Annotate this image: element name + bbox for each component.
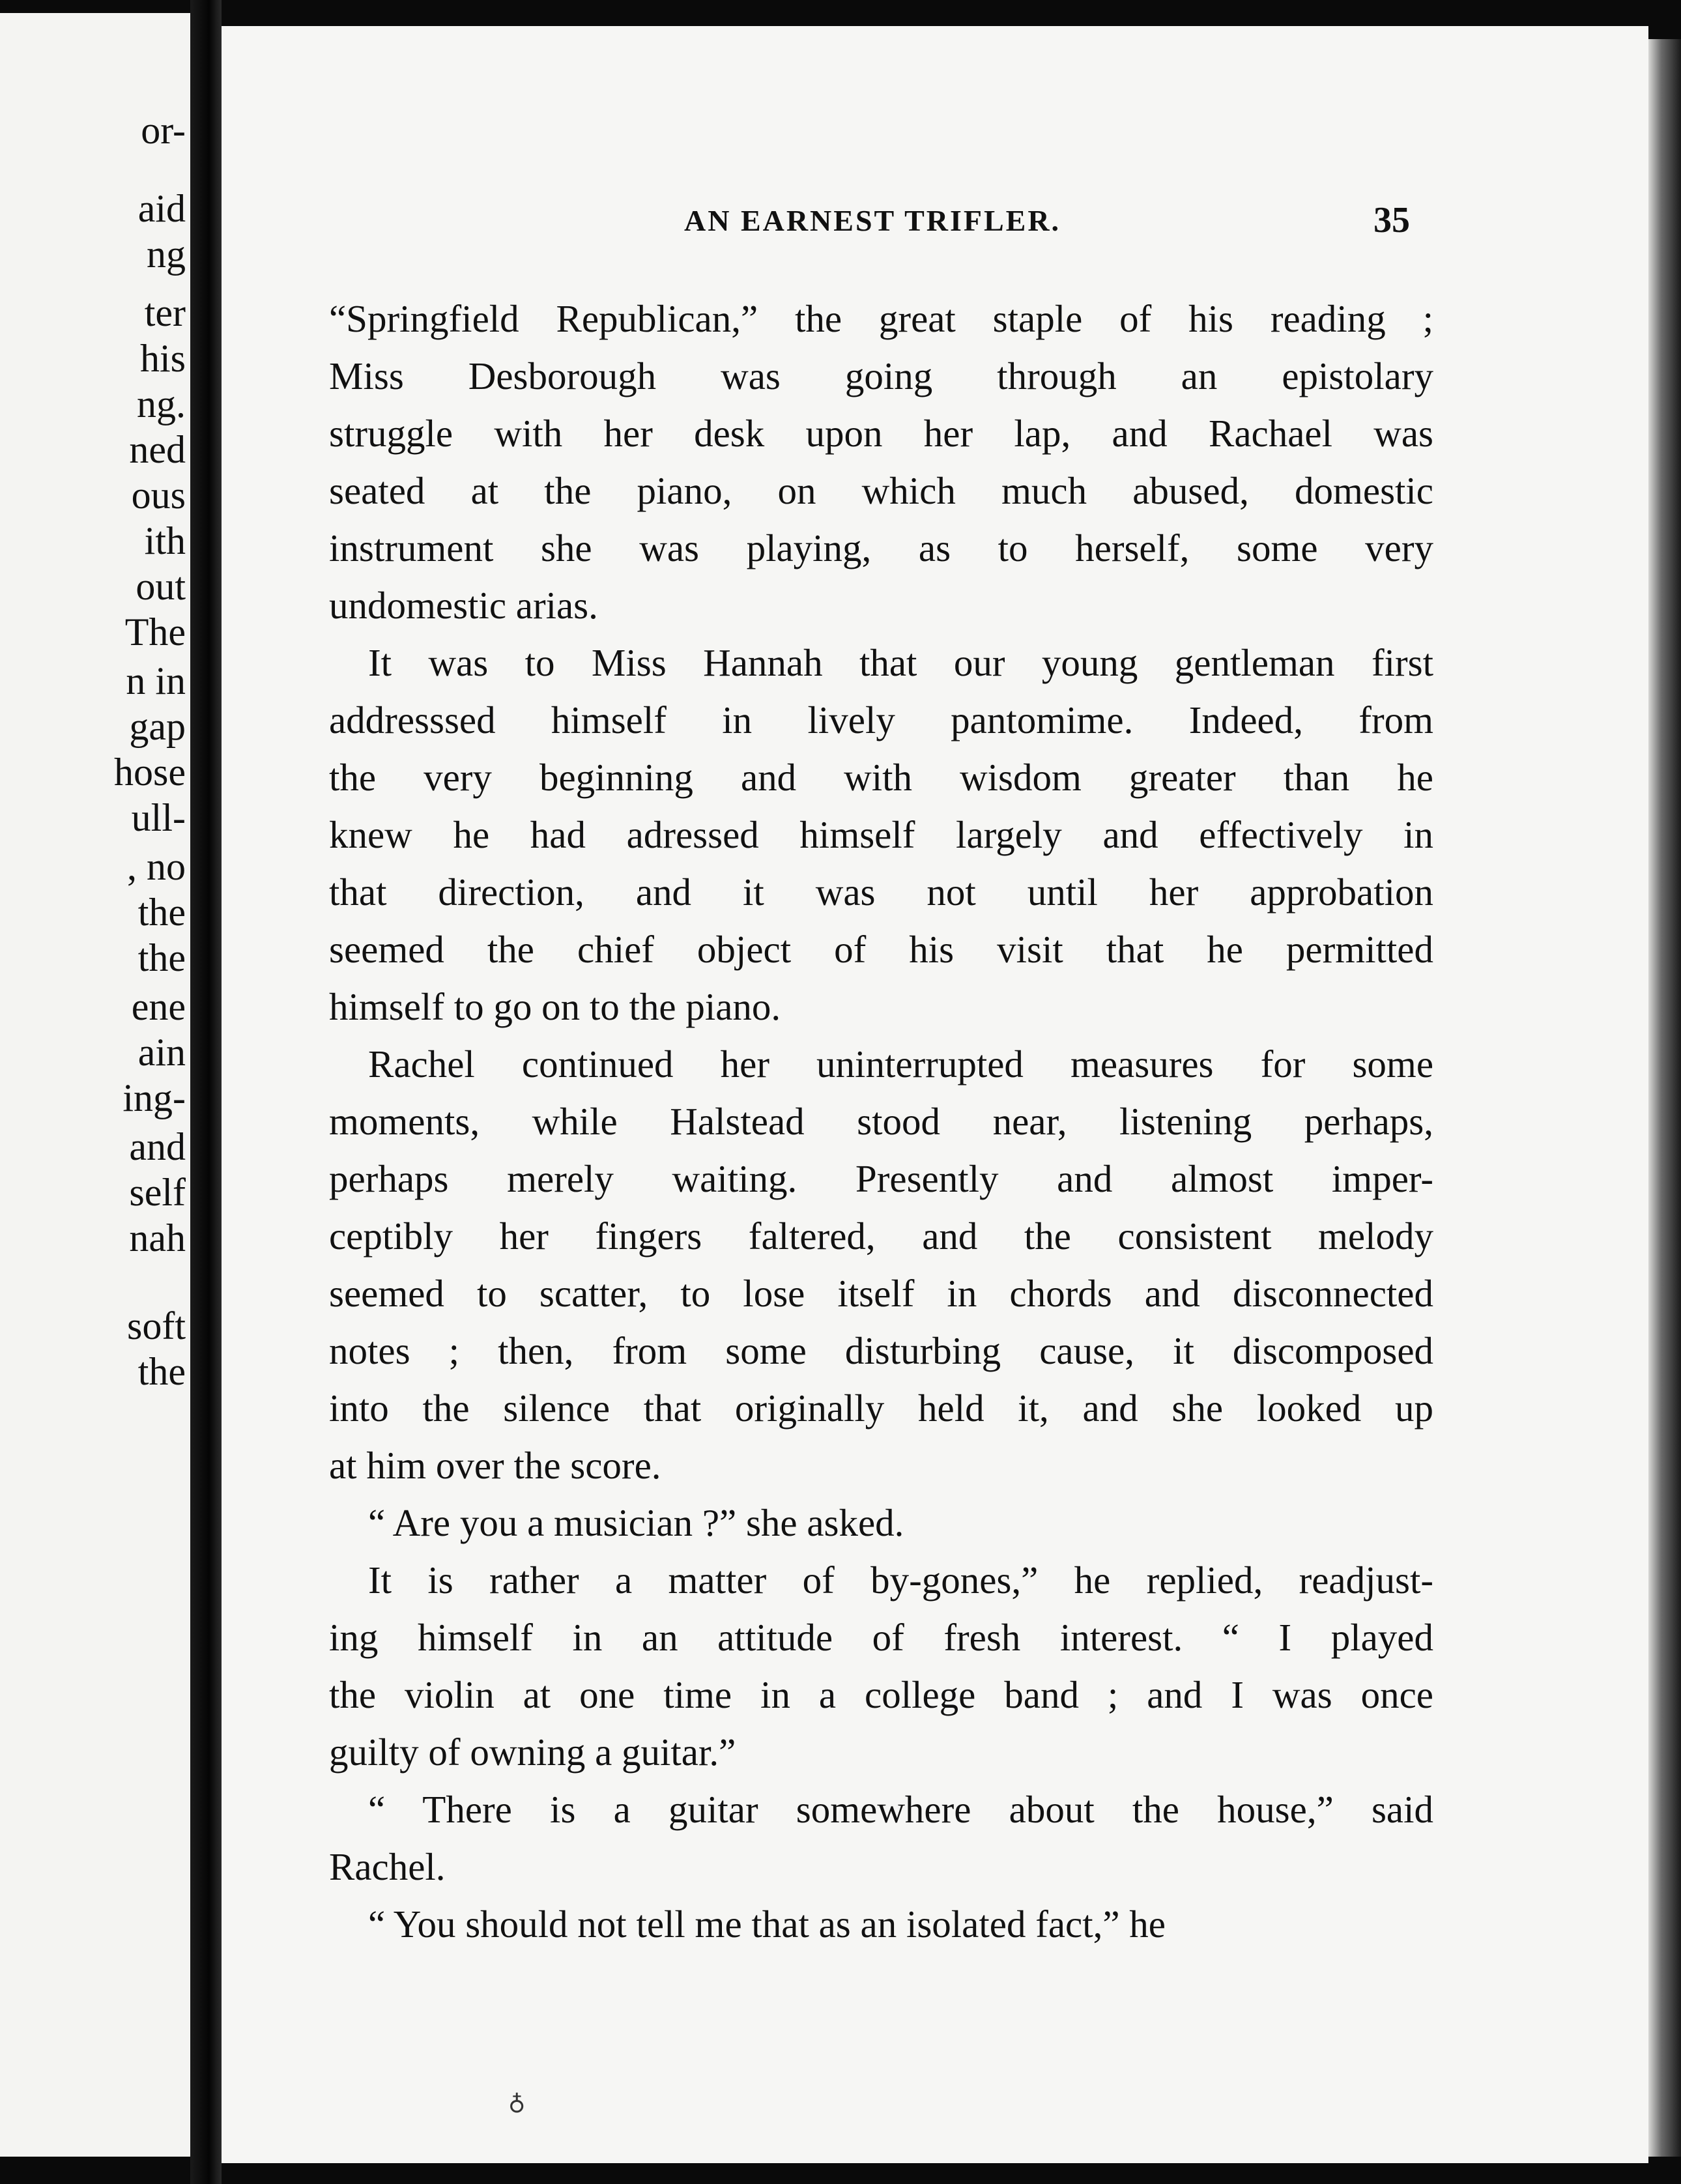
left-page-fragment: self bbox=[129, 1171, 186, 1214]
text-line: that direction, and it was not until her approbation bbox=[329, 870, 1433, 913]
left-page-fragment: the bbox=[137, 936, 186, 979]
text-line: the very beginning and with wisdom greater than he bbox=[329, 756, 1433, 799]
facing-page-left bbox=[0, 13, 190, 2157]
text-line: “ You should not tell me that as an isolated fact,” he bbox=[368, 1903, 1166, 1946]
text-line: struggle with her desk upon her lap, and Rachael was bbox=[329, 412, 1433, 455]
text-line: himself to go on to the piano. bbox=[329, 985, 781, 1028]
text-line: the violin at one time in a college band ; and I was once bbox=[329, 1673, 1433, 1716]
text-line: “ There is a guitar somewhere about the house,” said bbox=[368, 1788, 1433, 1831]
left-page-fragment: ter bbox=[144, 291, 186, 334]
text-line: moments, while Halstead stood near, listening perhaps, bbox=[329, 1100, 1433, 1143]
left-page-fragment: and bbox=[129, 1125, 186, 1168]
text-line: seated at the piano, on which much abused, domestic bbox=[329, 469, 1433, 512]
left-page-fragment: ous bbox=[131, 474, 186, 517]
text-line: at him over the score. bbox=[329, 1444, 661, 1487]
text-line: Miss Desborough was going through an epistolary bbox=[329, 354, 1433, 397]
text-line: notes ; then, from some disturbing cause, it discomposed bbox=[329, 1329, 1433, 1372]
left-page-fragment: The bbox=[124, 611, 186, 654]
text-line: Rachel. bbox=[329, 1845, 446, 1888]
text-line: “Springfield Republican,” the great staple of his reading ; bbox=[329, 297, 1433, 340]
left-page-fragment: ng bbox=[147, 233, 186, 276]
page-number: 35 bbox=[1373, 200, 1410, 240]
printer-mark: ♁ bbox=[508, 2089, 526, 2115]
left-page-fragment: out bbox=[136, 565, 186, 608]
body-text bbox=[329, 290, 1433, 1953]
text-line: ing himself in an attitude of fresh interest. “ I played bbox=[329, 1616, 1433, 1659]
text-line: seemed the chief object of his visit that he permitted bbox=[329, 928, 1433, 971]
left-page-fragment: ing- bbox=[122, 1076, 186, 1119]
text-line: knew he had adressed himself largely and effectively in bbox=[329, 813, 1433, 856]
page-edge-shadow bbox=[1648, 39, 1681, 2157]
text-line: instrument she was playing, as to herself, some very bbox=[329, 526, 1433, 569]
left-page-fragment: the bbox=[137, 1350, 186, 1393]
text-line: It is rather a matter of by-gones,” he replied, readjust- bbox=[368, 1559, 1433, 1602]
text-line: seemed to scatter, to lose itself in chords and disconnected bbox=[329, 1272, 1433, 1315]
left-page-fragment: gap bbox=[129, 705, 186, 748]
text-line: guilty of owning a guitar.” bbox=[329, 1731, 736, 1774]
left-page-fragment: n in bbox=[126, 659, 186, 702]
left-page-fragment: soft bbox=[127, 1304, 186, 1347]
left-page-fragment: hose bbox=[114, 751, 186, 794]
text-line: into the silence that originally held it, and she looked up bbox=[329, 1387, 1433, 1430]
left-page-fragment: ain bbox=[137, 1031, 186, 1074]
left-page-fragment: ull- bbox=[131, 796, 186, 839]
text-line: addresssed himself in lively pantomime. Indeed, from bbox=[329, 698, 1433, 741]
left-page-fragment: nah bbox=[129, 1216, 186, 1259]
left-page-fragment: or- bbox=[141, 109, 186, 152]
left-page-fragment: ng. bbox=[137, 382, 186, 425]
text-line: It was to Miss Hannah that our young gentleman first bbox=[368, 641, 1433, 684]
left-page-fragments bbox=[0, 13, 190, 2157]
text-line: perhaps merely waiting. Presently and almost imper- bbox=[329, 1157, 1433, 1200]
book-gutter bbox=[190, 0, 222, 2184]
text-line: Rachel continued her uninterrupted measures for some bbox=[368, 1042, 1433, 1085]
left-page-fragment: aid bbox=[137, 187, 186, 230]
left-page-fragment: ene bbox=[131, 985, 186, 1028]
text-line: undomestic arias. bbox=[329, 584, 598, 627]
left-page-fragment: his bbox=[139, 337, 186, 380]
text-line: “ Are you a musician ?” she asked. bbox=[368, 1501, 904, 1544]
left-page-fragment: ned bbox=[129, 428, 186, 471]
text-line: ceptibly her fingers faltered, and the consistent melody bbox=[329, 1214, 1433, 1257]
left-page-fragment: the bbox=[137, 891, 186, 934]
left-page-fragment: , no bbox=[127, 845, 186, 888]
running-title: AN EARNEST TRIFLER. bbox=[684, 204, 1061, 237]
left-page-fragment: ith bbox=[144, 519, 186, 562]
